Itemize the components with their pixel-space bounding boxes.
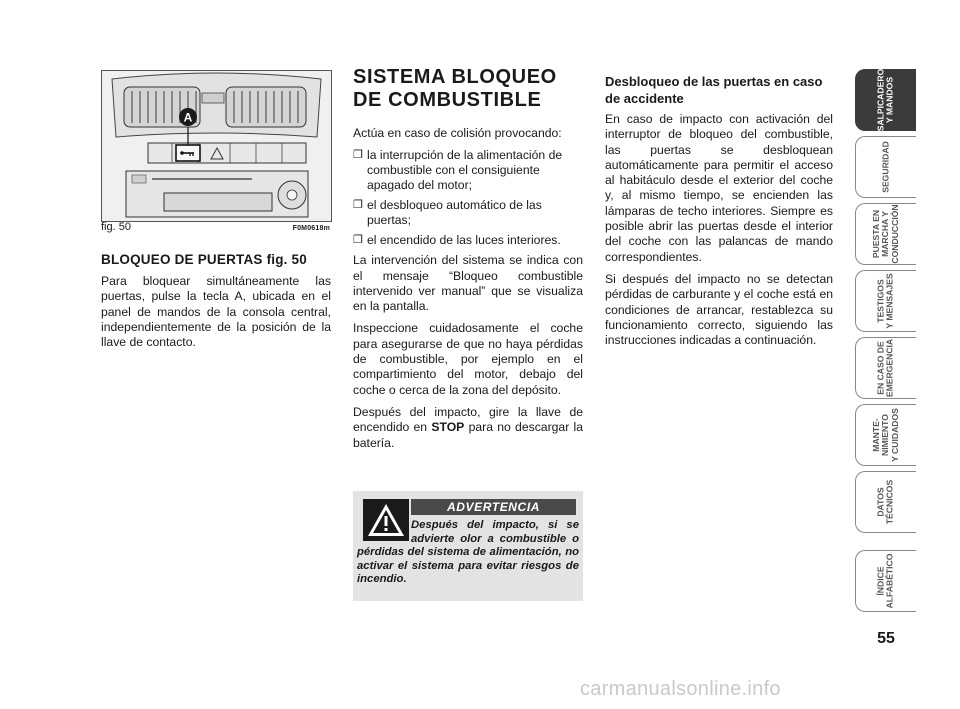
bullet-text: el desbloqueo automático de las puertas; [367, 198, 542, 228]
watermark-text: carmanualsonline.info [580, 678, 781, 700]
figure-label: fig. 50 [101, 221, 131, 233]
tab-indice[interactable] [855, 550, 916, 612]
column-door-unlock [605, 73, 833, 355]
checkbox-bullet-icon: ❐ [353, 199, 363, 212]
tab-label: DATOS TÉCNICOS [875, 479, 895, 525]
warning-title: ADVERTENCIA [411, 499, 576, 515]
tab-salpicadero[interactable] [855, 69, 916, 131]
fuel-cutoff-intro: Actúa en caso de colisión provocando: [353, 126, 562, 140]
tab-emergencia[interactable] [855, 337, 916, 399]
tab-puesta-en-marcha[interactable] [855, 203, 916, 265]
warning-body: Después del impacto, si se advierte olor a combustible o pérdidas del sistema de alimentación, no activar el sistema para evitar riesgos de incendio. [357, 519, 579, 586]
tab-label: MANTE- NIMIENTO Y CUIDADOS [870, 408, 900, 462]
tab-label: SEGURIDAD [880, 141, 891, 193]
tab-datos-tecnicos[interactable] [855, 471, 916, 533]
door-lock-heading: BLOQUEO DE PUERTAS fig. 50 [101, 252, 307, 267]
column-door-lock [101, 252, 331, 357]
tab-seguridad[interactable] [855, 136, 916, 198]
tab-label: ÍNDICE ALFABÉTICO [875, 553, 895, 609]
door-unlock-paragraph-1: En caso de impacto con activación del interruptor de bloqueo del combustible, las puertas se desbloquean automáticamente para permitir el acceso al habitáculo desde el exterior del coche y, al mismo tiempo, se encienden las lámparas de techo interiores. Siempre es posible abrir las puertas desde el interior del coche con las palancas de mando correspondientes. [605, 112, 833, 264]
door-unlock-heading: Desbloqueo de las puertas en caso de accidente [605, 74, 823, 106]
figure-caption [101, 221, 330, 233]
page-number: 55 [877, 630, 895, 647]
tab-label: EN CASO DE EMERGENCIA [875, 338, 895, 398]
checkbox-bullet-icon: ❐ [353, 234, 363, 247]
warning-box [353, 491, 583, 601]
stop-keyword: STOP [431, 420, 465, 435]
door-lock-paragraph: Para bloquear simultáneamente las puertas, pulse la tecla A, ubicada en el panel de mandos de la consola central, independientemente de la posición de la llave de contacto. [101, 274, 331, 350]
column-fuel-cutoff [353, 66, 583, 458]
tab-label: PUESTA EN MARCHA Y CONDUCCIÓN [870, 204, 900, 264]
bullet-item [353, 148, 583, 193]
fuel-cutoff-title [353, 66, 583, 112]
tab-label: TESTIGOS Y MENSAJES [875, 273, 895, 329]
warning-text [357, 519, 579, 587]
dashboard-console-figure [101, 70, 332, 222]
title-line-1: SISTEMA BLOQUEO [353, 66, 557, 88]
p3-text-before: Después del impacto, gire la llave de encendido en [353, 404, 583, 435]
bullet-text: el encendido de las luces interiores. [367, 233, 561, 248]
fuel-cutoff-paragraph-3 [353, 405, 583, 451]
tab-mantenimiento[interactable] [855, 404, 916, 466]
bullet-text: la interrupción de la alimentación de combustible con el consiguiente apagado del motor; [367, 148, 563, 193]
checkbox-bullet-icon: ❐ [353, 149, 363, 162]
fuel-cutoff-paragraph-2: Inspeccione cuidadosamente el coche para asegurarse de que no haya pérdidas de combustible, por ejemplo en el compartimiento del motor, debajo del coche o cerca de la zona del depósito. [353, 321, 583, 397]
fuel-cutoff-paragraph-1: La intervención del sistema se indica con el mensaje “Bloqueo combustible intervenido ver manual” que se visualiza en la pantalla. [353, 253, 583, 314]
console-illustration [102, 71, 331, 221]
door-unlock-paragraph-2: Si después del impacto no se detectan pérdidas de carburante y el coche está en condiciones de arrancar, restablezca su funcionamiento correcto, siguiendo las instrucciones indicadas a continuación. [605, 271, 833, 348]
bullet-item [353, 233, 583, 248]
tab-label: SALPICADERO Y MANDOS [875, 68, 895, 132]
tab-testigos[interactable] [855, 270, 916, 332]
bullet-item [353, 198, 583, 228]
p3-text-after: para no descargar la batería. [353, 420, 583, 450]
figure-marker-a: A [183, 110, 193, 125]
title-line-2: DE COMBUSTIBLE [353, 89, 542, 111]
figure-code: F0M0618m [292, 225, 330, 232]
